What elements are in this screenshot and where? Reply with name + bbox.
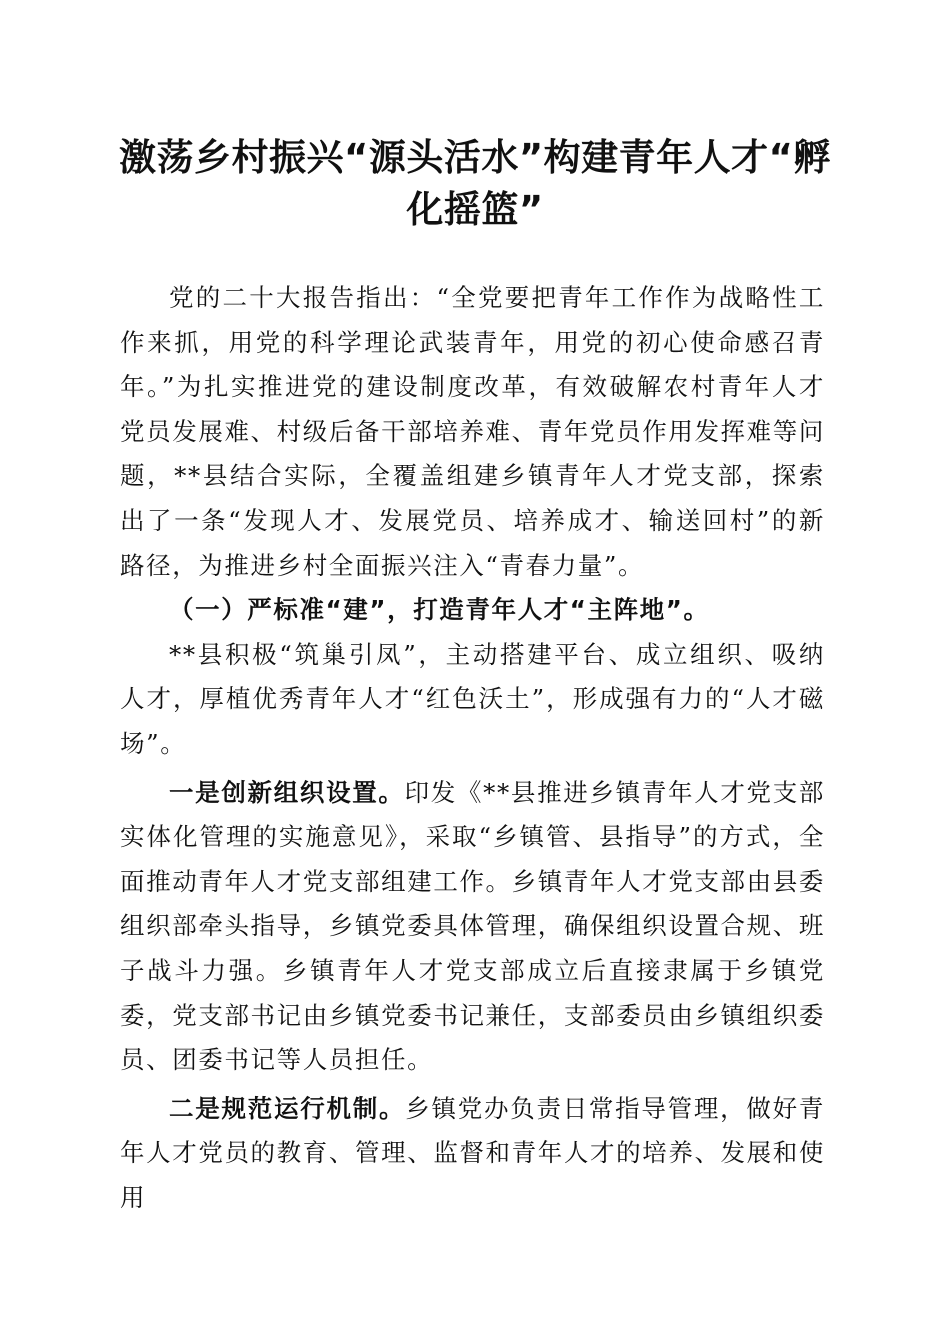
document-title: 激荡乡村振兴“源头活水”构建青年人才“孵化摇篮” xyxy=(119,136,831,231)
point-two-lead: 二是规范运行机制。 xyxy=(169,1093,406,1123)
point-one-paragraph xyxy=(120,771,825,1083)
point-one-lead: 一是创新组织设置。 xyxy=(169,777,405,807)
point-two-text: 乡镇党办负责日常指导管理，做好青年人才党员的教育、管理、监督和青年人才的培养、发展和使用 xyxy=(120,1093,825,1212)
intro-paragraph: 党的二十大报告指出：“全党要把青年工作作为战略性工作来抓，用党的科学理论武装青年，用党的初心使命感召青年。”为扎实推进党的建设制度改革，有效破解农村青年人才党员发展难、村级后备干部培养难、青年党员作用发挥难等问题，**县结合实际，全覆盖组建乡镇青年人才党支部，探索出了一条“发现人才、发展党员、培养成才、输送回村”的新路径，为推进乡村全面振兴注入“青春力量”。 xyxy=(120,283,825,580)
point-two-paragraph xyxy=(120,1087,825,1221)
section-intro-paragraph: **县积极“筑巢引凤”，主动搭建平台、成立组织、吸纳人才，厚植优秀青年人才“红色沃土”，形成强有力的“人才磁场”。 xyxy=(120,639,825,758)
section-heading: （一）严标准“建”，打造青年人才“主阵地”。 xyxy=(169,595,710,625)
point-one-text: 印发《**县推进乡镇青年人才党支部实体化管理的实施意见》，采取“乡镇管、县指导”的方式，全面推动青年人才党支部组建工作。乡镇青年人才党支部由县委组织部牵头指导，乡镇党委具体管理，确保组织设置合规、班子战斗力强。乡镇青年人才党支部成立后直接隶属于乡镇党委，党支部书记由乡镇党委书记兼任，支部委员由乡镇组织委员、团委书记等人员担任。 xyxy=(120,777,825,1075)
document-body xyxy=(120,276,825,1220)
